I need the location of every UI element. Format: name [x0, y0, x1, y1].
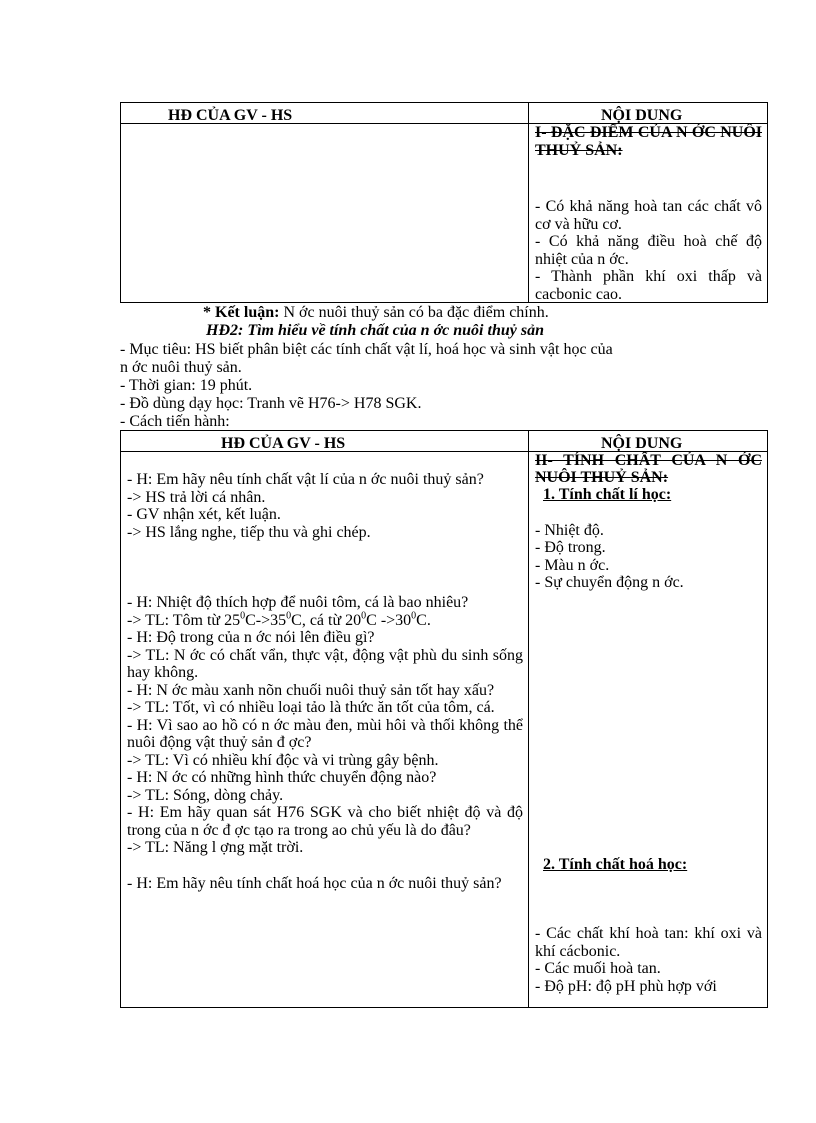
activity-2-line: - Thời gian: 19 phút.	[120, 377, 253, 394]
table-1	[120, 102, 768, 303]
table-1-header-right: NỘI DUNG	[601, 107, 683, 123]
table-2-header-left: HĐ CỦA GV - HS	[221, 435, 346, 451]
qa-line: -> TL: Năng l ợng mặt trời.	[127, 839, 304, 856]
table-1-header-left: HĐ CỦA GV - HS	[168, 107, 293, 123]
qa-line: - H: N ớc có những hình thức chuyển động nào?	[127, 769, 437, 786]
content-item: - Độ trong.	[535, 539, 606, 556]
conclusion-text: N ớc nuôi thuỷ sản có ba đặc điểm chính.	[279, 304, 549, 321]
table-1-header-row	[121, 103, 767, 124]
qa-line: - H: Vì sao ao hồ có n ớc màu đen, mùi hôi và thối không thể nuôi động vật thuỷ sản đ ợc?	[127, 716, 523, 751]
content-item: - Thành phần khí oxi thấp và cacbonic cao.	[535, 268, 762, 303]
qa-line: -> TL: N ớc có chất vẩn, thực vật, động vật phù du sinh sống hay không.	[127, 646, 523, 681]
conclusion	[203, 304, 549, 322]
qa-line: - H: Nhiệt độ thích hợp để nuôi tôm, cá là bao nhiêu?	[127, 594, 469, 611]
table-2	[120, 430, 768, 1008]
subheading-chemical: 2. Tính chất hoá học:	[543, 855, 688, 873]
qa-line: -> TL: Sóng, dòng chảy.	[127, 786, 284, 804]
qa-line: -> HS trả lời cá nhân.	[127, 488, 266, 506]
content-item: - Các muối hoà tan.	[535, 960, 661, 977]
qa-line: -> TL: Tôm từ $25^0C->35^0C$, cá từ $20^0C$ $->30^0C$.	[127, 610, 431, 629]
qa-line: -> HS lắng nghe, tiếp thu và ghi chép.	[127, 523, 371, 541]
qa-line: - H: Em hãy quan sát H76 SGK và cho biết nhiệt độ và độ trong của n ớc đ ợc tạo ra trong ao chủ yếu là do đâu?	[127, 804, 523, 839]
table-1-column-divider	[528, 103, 529, 302]
table-2-right-cell	[535, 452, 762, 995]
activity-2-title: HĐ2: Tìm hiểu về tính chất của n ớc nuôi thuỷ sản	[206, 322, 544, 339]
activity-2-line: - Cách tiến hành:	[120, 413, 230, 430]
activity-2-line: n ớc nuôi thuỷ sản.	[120, 359, 242, 376]
content-item: - Màu n ớc.	[535, 556, 610, 574]
section-heading-1: I- ĐẶC ĐIỂM CỦA N ỚC NUÔI THUỶ SẢN:	[535, 124, 762, 159]
content-item: - Độ pH: độ pH phù hợp với	[535, 977, 717, 995]
qa-line: -> TL: Tốt, vì có nhiều loại tảo là thức ăn tốt của tôm, cá.	[127, 699, 495, 716]
content-item: - Sự chuyển động n ớc.	[535, 574, 684, 591]
content-item: - Các chất khí hoà tan: khí oxi và khí cácbonic.	[535, 925, 762, 960]
content-item: - Nhiệt độ.	[535, 521, 604, 539]
qa-line: - H: Độ trong của n ớc nói lên điều gì?	[127, 629, 375, 646]
table-1-right-cell	[535, 124, 762, 303]
section-heading-2: II- TÍNH CHẤT CỦA N ỚC NUÔI THUỶ SẢN:	[535, 452, 762, 486]
table-2-column-divider	[528, 431, 529, 1007]
subheading-physical: 1. Tính chất lí học:	[543, 486, 672, 503]
table-2-left-cell	[127, 471, 523, 892]
content-item: - Có khả năng điều hoà chế độ nhiệt của n ớc.	[535, 233, 762, 268]
table-2-header-right: NỘI DUNG	[601, 435, 683, 451]
activity-2-line: - Mục tiêu: HS biết phân biệt các tính chất vật lí, hoá học và sinh vật học của	[120, 341, 613, 358]
activity-2-line: - Đồ dùng dạy học: Tranh vẽ H76-> H78 SGK.	[120, 395, 422, 412]
qa-line: - GV nhận xét, kết luận.	[127, 506, 281, 523]
content-item: - Có khả năng hoà tan các chất vô cơ và hữu cơ.	[535, 198, 762, 233]
table-2-header-row	[121, 431, 767, 452]
qa-line: - H: Em hãy nêu tính chất vật lí của n ớc nuôi thuỷ sản?	[127, 471, 484, 488]
qa-line: -> TL: Vì có nhiều khí độc và vi trùng gây bệnh.	[127, 751, 439, 769]
qa-line: - H: Em hãy nêu tính chất hoá học của n ớc nuôi thuỷ sản?	[127, 874, 502, 892]
conclusion-label: * Kết luận:	[203, 304, 280, 321]
qa-line: - H: N ớc màu xanh nõn chuối nuôi thuỷ sản tốt hay xấu?	[127, 681, 495, 699]
